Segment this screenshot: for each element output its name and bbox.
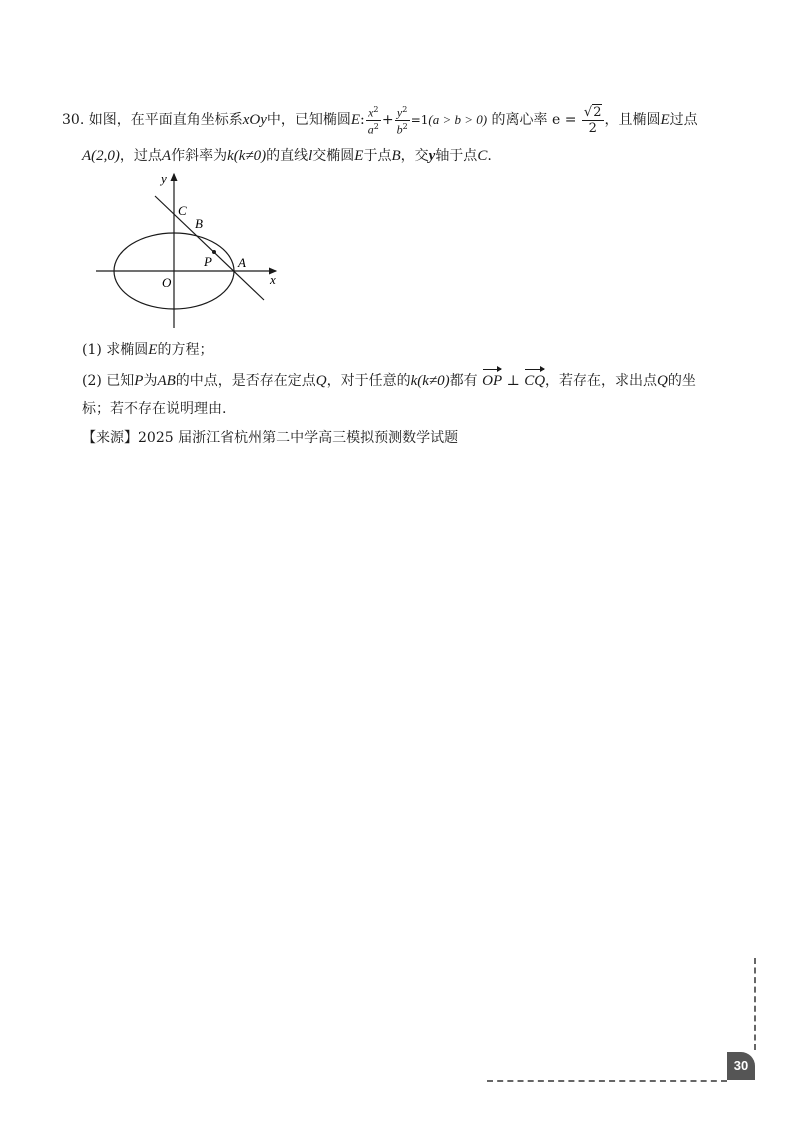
sqrt-value: 2	[593, 105, 602, 121]
source	[82, 428, 458, 448]
part-1	[82, 340, 213, 360]
slope-k: k(k≠0)	[227, 148, 267, 164]
text: 中，已知椭圆	[266, 112, 351, 129]
ellipse-name: E	[660, 112, 670, 129]
fraction-x: $\frac{x^2}{a^2}$	[367, 105, 379, 137]
var-E: E	[148, 342, 158, 358]
point-p-dot	[212, 250, 216, 254]
var-P: P	[134, 373, 144, 389]
footer-dashed-horizontal	[487, 1080, 727, 1082]
text: 的直线	[266, 148, 309, 164]
text: 如图，在平面直角坐标系	[88, 112, 243, 129]
text: 作斜率为	[171, 148, 228, 164]
part-1-rest: 的方程；	[157, 342, 214, 358]
var-y: y	[396, 105, 403, 120]
text: 标；若不存在说明理由.	[82, 401, 227, 417]
fraction-y: $\frac{y^2}{b^2}$	[396, 105, 408, 137]
part-2-line-2	[82, 399, 226, 419]
label-c: C	[178, 203, 187, 218]
label-p: P	[204, 254, 212, 269]
source-text: 【来源】2025 届浙江省杭州第二中学高三模拟预测数学试题	[82, 430, 459, 446]
text: ，且椭圆	[604, 112, 661, 129]
line-l: l	[308, 148, 313, 164]
label-o: O	[162, 275, 172, 290]
text: 的中点，是否存在定点	[175, 373, 316, 389]
perpendicular-symbol: ⊥	[506, 373, 520, 389]
var-B: B	[391, 148, 401, 164]
var-A: A	[161, 148, 172, 164]
var-E: E	[354, 148, 364, 164]
text: 的离心率 e =	[491, 112, 577, 129]
part-2-line-1	[82, 371, 696, 391]
text: 交椭圆	[312, 148, 355, 164]
problem-line-1: 30. 如图，在平面直角坐标系xOy中，已知椭圆E: $\frac{x^2}{a^2}$ + $\frac{y^2}{b^2}$ =1(a > b > 0) 的离心率 e = $\frac{√2}{2}$ ，且椭圆E过点	[62, 105, 698, 137]
problem-number: 30.	[62, 112, 85, 129]
colon: :	[360, 112, 365, 129]
problem-line-2	[82, 146, 492, 166]
ellipse-name: E	[350, 112, 361, 129]
var-b: b	[396, 122, 403, 137]
text: ，交	[400, 148, 429, 164]
condition: (a > b > 0)	[428, 112, 488, 128]
text: 的坐	[667, 373, 696, 389]
label-x: x	[270, 272, 276, 287]
var-x: x	[368, 105, 374, 120]
vector-cq: CQ	[524, 373, 546, 389]
label-y: y	[161, 171, 167, 186]
denominator: 2	[588, 121, 597, 137]
coord-system: xOy	[242, 112, 267, 129]
text: ，对于任意的	[326, 373, 411, 389]
var-a: a	[367, 122, 374, 137]
footer-dashed-vertical	[754, 958, 756, 1050]
vector-op: OP	[482, 373, 503, 389]
var-Q: Q	[657, 373, 668, 389]
text: 轴于点	[435, 148, 478, 164]
text: 都有	[449, 373, 478, 389]
equals-one: =1	[410, 113, 429, 128]
text: 于点	[363, 148, 392, 164]
text: 为	[143, 373, 158, 389]
var-C: C	[477, 148, 488, 164]
text: 过点	[669, 112, 698, 129]
page-number: 30	[727, 1052, 755, 1080]
var-Q: Q	[315, 373, 327, 389]
slope-k: k(k≠0)	[410, 373, 450, 389]
label-a: A	[238, 255, 246, 270]
point-a: A(2,0)	[82, 148, 120, 164]
text: ，若存在，求出点	[545, 373, 658, 389]
eccentricity-fraction: $\frac{√2}{2}$	[583, 105, 602, 137]
var-y: y	[428, 148, 436, 164]
part-1-label: (1) 求椭圆	[82, 342, 149, 358]
part-2-label: (2) 已知	[82, 373, 135, 389]
label-b: B	[195, 216, 203, 231]
segment-ab: AB	[157, 373, 176, 389]
ellipse-figure	[92, 170, 292, 332]
text: ，过点	[119, 148, 162, 164]
period: .	[487, 148, 492, 164]
